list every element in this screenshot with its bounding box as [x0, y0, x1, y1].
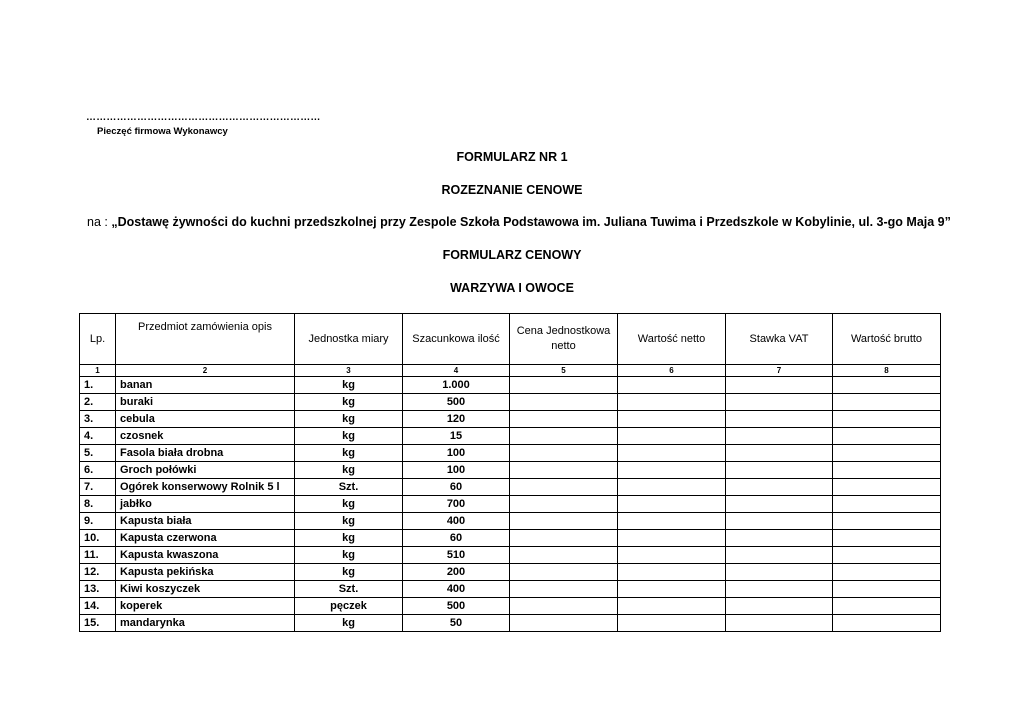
- column-number: 5: [510, 365, 618, 377]
- vat-rate-cell[interactable]: [726, 547, 833, 564]
- net-value-cell[interactable]: [618, 598, 726, 615]
- vat-rate-cell[interactable]: [726, 530, 833, 547]
- net-value-cell[interactable]: [618, 411, 726, 428]
- item-unit: kg: [295, 496, 403, 513]
- row-number: 15.: [80, 615, 116, 632]
- item-quantity: 400: [403, 581, 510, 598]
- table-row: [80, 462, 941, 479]
- item-quantity: 1.000: [403, 377, 510, 394]
- item-unit: kg: [295, 462, 403, 479]
- item-description: banan: [116, 377, 295, 394]
- item-quantity: 50: [403, 615, 510, 632]
- item-unit: Szt.: [295, 581, 403, 598]
- gross-value-cell[interactable]: [833, 462, 941, 479]
- gross-value-cell[interactable]: [833, 547, 941, 564]
- subject-prefix: na :: [87, 215, 112, 229]
- stamp-label: Pieczęć firmowa Wykonawcy: [97, 126, 228, 137]
- vat-rate-cell[interactable]: [726, 496, 833, 513]
- net-value-cell[interactable]: [618, 547, 726, 564]
- item-quantity: 100: [403, 462, 510, 479]
- subject-line: [87, 215, 951, 229]
- item-description: Ogórek konserwowy Rolnik 5 l: [116, 479, 295, 496]
- column-number: 6: [618, 365, 726, 377]
- unit-price-cell[interactable]: [510, 479, 618, 496]
- table-row: [80, 479, 941, 496]
- table-row: [80, 564, 941, 581]
- item-unit: kg: [295, 564, 403, 581]
- gross-value-cell[interactable]: [833, 496, 941, 513]
- category-title: WARZYWA I OWOCE: [450, 281, 574, 295]
- table-row: [80, 581, 941, 598]
- unit-price-cell[interactable]: [510, 394, 618, 411]
- item-unit: kg: [295, 513, 403, 530]
- vat-rate-cell[interactable]: [726, 479, 833, 496]
- item-quantity: 500: [403, 394, 510, 411]
- item-quantity: 120: [403, 411, 510, 428]
- vat-rate-cell[interactable]: [726, 394, 833, 411]
- item-unit: kg: [295, 547, 403, 564]
- vat-rate-cell[interactable]: [726, 581, 833, 598]
- column-header-lp: Lp.: [80, 314, 116, 365]
- table-row: [80, 394, 941, 411]
- net-value-cell[interactable]: [618, 428, 726, 445]
- net-value-cell[interactable]: [618, 496, 726, 513]
- net-value-cell[interactable]: [618, 394, 726, 411]
- table-row: [80, 428, 941, 445]
- item-description: koperek: [116, 598, 295, 615]
- item-unit: Szt.: [295, 479, 403, 496]
- vat-rate-cell[interactable]: [726, 598, 833, 615]
- gross-value-cell[interactable]: [833, 428, 941, 445]
- price-table: [79, 313, 941, 632]
- table-row: [80, 547, 941, 564]
- row-number: 3.: [80, 411, 116, 428]
- gross-value-cell[interactable]: [833, 598, 941, 615]
- table-row: [80, 377, 941, 394]
- column-header-net-value: Wartość netto: [618, 314, 726, 365]
- item-description: Kapusta biała: [116, 513, 295, 530]
- item-description: cebula: [116, 411, 295, 428]
- subject-text: „Dostawę żywności do kuchni przedszkolnej przy Zespole Szkoła Podstawowa im. Juliana Tuwima i Przedszkole w Kobylinie, ul. 3-go Maja 9”: [111, 215, 951, 229]
- column-number: 3: [295, 365, 403, 377]
- stamp-placeholder-line: ……………………………………………………………: [86, 112, 321, 123]
- item-description: Kiwi koszyczek: [116, 581, 295, 598]
- item-description: Kapusta czerwona: [116, 530, 295, 547]
- vat-rate-cell[interactable]: [726, 445, 833, 462]
- row-number: 9.: [80, 513, 116, 530]
- table-row: [80, 445, 941, 462]
- vat-rate-cell[interactable]: [726, 615, 833, 632]
- item-unit: kg: [295, 411, 403, 428]
- table-row: [80, 411, 941, 428]
- unit-price-cell[interactable]: [510, 530, 618, 547]
- item-description: Fasola biała drobna: [116, 445, 295, 462]
- item-unit: kg: [295, 377, 403, 394]
- item-unit: kg: [295, 394, 403, 411]
- column-number: 7: [726, 365, 833, 377]
- unit-price-cell[interactable]: [510, 598, 618, 615]
- row-number: 10.: [80, 530, 116, 547]
- column-number: 1: [80, 365, 116, 377]
- table-row: [80, 615, 941, 632]
- unit-price-cell[interactable]: [510, 428, 618, 445]
- item-quantity: 700: [403, 496, 510, 513]
- column-number-row: [80, 365, 941, 377]
- row-number: 7.: [80, 479, 116, 496]
- item-quantity: 100: [403, 445, 510, 462]
- gross-value-cell[interactable]: [833, 377, 941, 394]
- vat-rate-cell[interactable]: [726, 564, 833, 581]
- item-unit: kg: [295, 530, 403, 547]
- row-number: 8.: [80, 496, 116, 513]
- row-number: 14.: [80, 598, 116, 615]
- table-row: [80, 530, 941, 547]
- unit-price-cell[interactable]: [510, 496, 618, 513]
- net-value-cell[interactable]: [618, 615, 726, 632]
- form-name: FORMULARZ CENOWY: [442, 248, 582, 262]
- item-quantity: 60: [403, 479, 510, 496]
- unit-price-cell[interactable]: [510, 377, 618, 394]
- row-number: 13.: [80, 581, 116, 598]
- gross-value-cell[interactable]: [833, 394, 941, 411]
- column-header-unit-price: Cena Jednostkowa netto: [510, 314, 618, 365]
- gross-value-cell[interactable]: [833, 513, 941, 530]
- table-row: [80, 496, 941, 513]
- item-quantity: 60: [403, 530, 510, 547]
- gross-value-cell[interactable]: [833, 411, 941, 428]
- table-row: [80, 598, 941, 615]
- column-header-quantity: Szacunkowa ilość: [403, 314, 510, 365]
- item-description: Kapusta pekińska: [116, 564, 295, 581]
- unit-price-cell[interactable]: [510, 462, 618, 479]
- item-description: czosnek: [116, 428, 295, 445]
- form-subtitle: ROZEZNANIE CENOWE: [441, 183, 583, 197]
- net-value-cell[interactable]: [618, 479, 726, 496]
- gross-value-cell[interactable]: [833, 445, 941, 462]
- row-number: 12.: [80, 564, 116, 581]
- row-number: 11.: [80, 547, 116, 564]
- column-header-description: Przedmiot zamówienia opis: [116, 314, 295, 365]
- row-number: 1.: [80, 377, 116, 394]
- vat-rate-cell[interactable]: [726, 411, 833, 428]
- item-description: buraki: [116, 394, 295, 411]
- net-value-cell[interactable]: [618, 530, 726, 547]
- vat-rate-cell[interactable]: [726, 513, 833, 530]
- column-header-gross-value: Wartość brutto: [833, 314, 941, 365]
- item-unit: kg: [295, 615, 403, 632]
- column-header-vat-rate: Stawka VAT: [726, 314, 833, 365]
- net-value-cell[interactable]: [618, 581, 726, 598]
- unit-price-cell[interactable]: [510, 581, 618, 598]
- vat-rate-cell[interactable]: [726, 428, 833, 445]
- column-header-unit: Jednostka miary: [295, 314, 403, 365]
- column-number: 2: [116, 365, 295, 377]
- unit-price-cell[interactable]: [510, 411, 618, 428]
- vat-rate-cell[interactable]: [726, 462, 833, 479]
- item-quantity: 500: [403, 598, 510, 615]
- item-unit: kg: [295, 445, 403, 462]
- unit-price-cell[interactable]: [510, 615, 618, 632]
- table-row: [80, 513, 941, 530]
- gross-value-cell[interactable]: [833, 564, 941, 581]
- unit-price-cell[interactable]: [510, 547, 618, 564]
- item-description: Groch połówki: [116, 462, 295, 479]
- row-number: 4.: [80, 428, 116, 445]
- net-value-cell[interactable]: [618, 445, 726, 462]
- net-value-cell[interactable]: [618, 564, 726, 581]
- item-description: jabłko: [116, 496, 295, 513]
- form-title: FORMULARZ NR 1: [456, 150, 568, 164]
- unit-price-cell[interactable]: [510, 445, 618, 462]
- row-number: 2.: [80, 394, 116, 411]
- item-description: Kapusta kwaszona: [116, 547, 295, 564]
- item-unit: pęczek: [295, 598, 403, 615]
- table-header-row: [80, 314, 941, 365]
- item-description: mandarynka: [116, 615, 295, 632]
- gross-value-cell[interactable]: [833, 479, 941, 496]
- row-number: 5.: [80, 445, 116, 462]
- item-quantity: 400: [403, 513, 510, 530]
- gross-value-cell[interactable]: [833, 530, 941, 547]
- column-number: 8: [833, 365, 941, 377]
- row-number: 6.: [80, 462, 116, 479]
- net-value-cell[interactable]: [618, 513, 726, 530]
- net-value-cell[interactable]: [618, 377, 726, 394]
- gross-value-cell[interactable]: [833, 581, 941, 598]
- column-number: 4: [403, 365, 510, 377]
- item-unit: kg: [295, 428, 403, 445]
- item-quantity: 200: [403, 564, 510, 581]
- vat-rate-cell[interactable]: [726, 377, 833, 394]
- net-value-cell[interactable]: [618, 462, 726, 479]
- unit-price-cell[interactable]: [510, 564, 618, 581]
- item-quantity: 510: [403, 547, 510, 564]
- unit-price-cell[interactable]: [510, 513, 618, 530]
- table-body: [80, 377, 941, 632]
- gross-value-cell[interactable]: [833, 615, 941, 632]
- item-quantity: 15: [403, 428, 510, 445]
